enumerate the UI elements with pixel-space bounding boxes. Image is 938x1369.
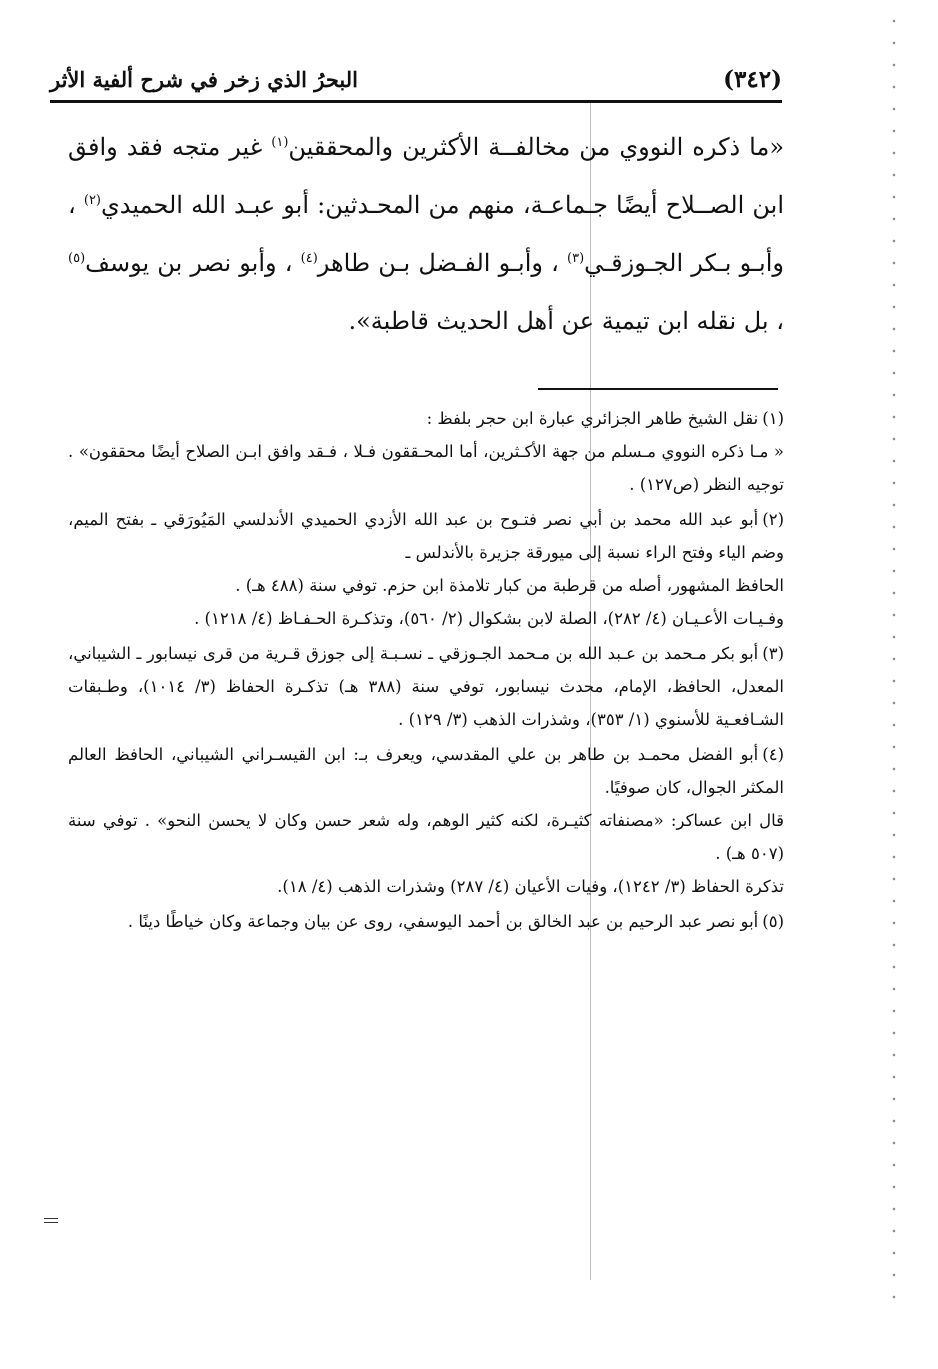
main-text-segment: ، بل نقله ابن تيمية عن أهل الحديث قاطبة». bbox=[348, 307, 784, 335]
footnote-text: أبو نصر عبد الرحيم بن عبد الخالق بن أحمد اليوسفي، روى عن بيان وجماعة وكان خياطًا دينًا . bbox=[127, 912, 759, 931]
footnote-text: أبو الفضل محمـد بن طاهر بن علي المقدسي، ويعرف بـ: ابن القيسـراني الشيباني، الحافظ العالم المكثر الجوال، كان صوفيًا. قال ابن عساكر: «مصنفاته كثيـرة، لكنه كثير الوهم، وله شعر حسن وكان لا يحسن النحو» . توفي سنة (٥٠٧ هـ) . تذكرة الحفاظ (٣/ ١٢٤٢)، وفيات الأعيان (٤/ ٢٨٧) وشذرات الذهب (٤/ ١٨). bbox=[68, 745, 784, 896]
main-text bbox=[68, 118, 784, 350]
main-text-segment: غير متجه فقد وافق ابن الصــلاح أيضًا جـماعـة، منهم من المحـدثين: أبو عبـد الله الحميدي bbox=[68, 133, 785, 219]
footnote-4 bbox=[68, 738, 784, 903]
main-paragraph bbox=[68, 118, 784, 350]
footnote-number: (٢) bbox=[762, 510, 785, 529]
main-text-segment: ، وأبـو الفـضل بـن طاهر bbox=[317, 249, 567, 277]
running-title: البحرُ الذي زخر في شرح ألفية الأثر bbox=[50, 66, 358, 92]
footnotes bbox=[68, 402, 784, 940]
main-text-segment: «ما ذكره النووي من مخالفــة الأكثرين والمحققين bbox=[288, 133, 785, 161]
footnote-ref-4[interactable]: (٤) bbox=[300, 251, 318, 266]
footnote-text: أبو بكر مـحمد بن عـبد الله بن مـحمد الجـوزقي ـ نسـبـة إلى جوزق قـرية من قرى نيسابور ـ الشيباني، المعدل، الحافظ، الإمام، محدث نيسابور، توفي سنة (٣٨٨ هـ) تذكـرة الحفاظ (٣/ ١٠١٤)، وطـبقات الشـافعـية للأسنوي (١/ ٣٥٣)، وشذرات الذهب (٣/ ١٢٩) . bbox=[68, 644, 785, 729]
footnote-text: أبو عبد الله محمد بن أبي نصر فتـوح بن عبد الله الأزدي الحميدي الأندلسي المَيُورَقي ـ بفتح الميم، وضم الياء وفتح الراء نسبة إلى ميورقة جزيرة بالأندلس ـ الحافظ المشهور، أصله من قرطبة من كبار تلامذة ابن حزم. توفي سنة (٤٨٨ هـ) . وفـيـات الأعـيـان (٤/ ٢٨٢)، الصلة لابن بشكوال (٢/ ٥٦٠)، وتذكـرة الحـفـاظ (٤/ ١٢١٨) . bbox=[68, 510, 784, 628]
main-text-segment: ، وأبو نصر بن يوسف bbox=[85, 249, 301, 277]
footnote-number: (٤) bbox=[762, 745, 784, 764]
footnote-ref-3[interactable]: (٣) bbox=[567, 251, 585, 266]
footnote-ref-2[interactable]: (٢) bbox=[83, 193, 101, 208]
footnote-5 bbox=[68, 905, 784, 938]
footnote-separator bbox=[538, 388, 778, 390]
scan-margin-mark bbox=[44, 1218, 58, 1223]
main-text-segment: ، وأبـو بـكر الجـوزقـي bbox=[68, 191, 784, 277]
footnote-3 bbox=[68, 637, 784, 736]
footnote-2 bbox=[68, 503, 784, 635]
footnote-text: نقل الشيخ طاهر الجزائري عبارة ابن حجر بلفظ : « مـا ذكره النووي مـسلم من جهة الأكـثرين، أما المحـققون فـلا ، فـقد وافق ابـن الصلاح أيضًا محققون» . توجيه النظر (ص١٢٧) . bbox=[68, 409, 784, 494]
page-number: (٣٤٢) bbox=[723, 65, 782, 93]
page-header bbox=[50, 58, 782, 103]
footnote-ref-1[interactable]: (١) bbox=[271, 135, 289, 150]
footnote-1 bbox=[68, 402, 784, 501]
footnote-number: (١) bbox=[762, 409, 784, 428]
footnote-ref-5[interactable]: (٥) bbox=[68, 251, 86, 266]
footnote-number: (٣) bbox=[762, 644, 784, 663]
footnote-number: (٥) bbox=[762, 912, 784, 931]
scan-edge-dots bbox=[890, 10, 898, 1310]
